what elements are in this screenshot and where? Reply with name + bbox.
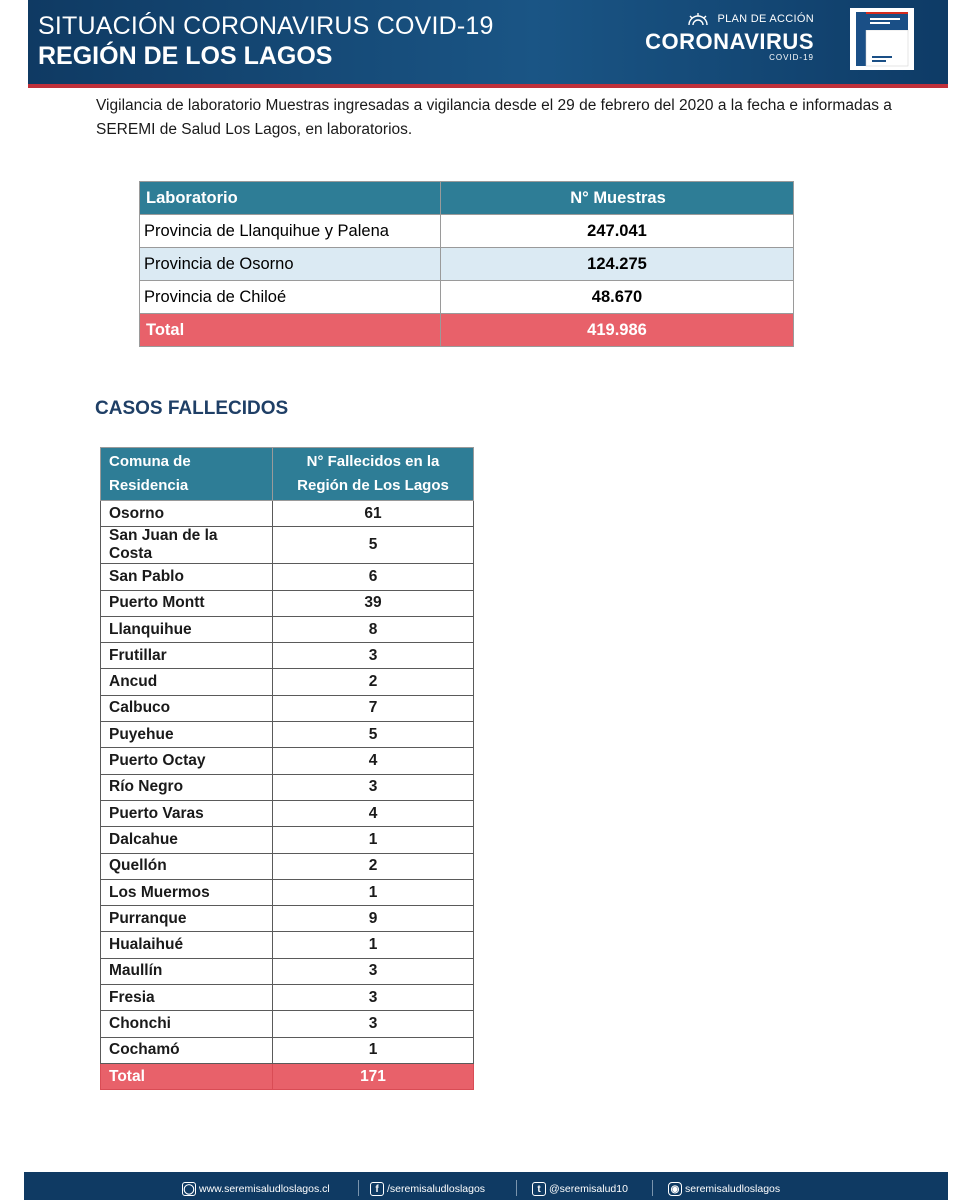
row-label: Los Muermos [101,879,273,905]
row-label: Provincia de Chiloé [140,281,441,314]
table-row [101,800,474,826]
header-title-line1: SITUACIÓN CORONAVIRUS COVID-19 [38,12,494,40]
plan-label: PLAN DE ACCIÓN [717,12,814,25]
header-title-line2: REGIÓN DE LOS LAGOS [38,42,333,70]
facebook-icon: f [370,1182,384,1196]
row-label: Provincia de Osorno [140,248,441,281]
row-value: 6 [273,564,474,590]
col-header-fallecidos-line2: Región de Los Lagos [297,477,449,494]
row-label: Calbuco [101,695,273,721]
table-row [101,958,474,984]
plan-de-accion-logo [634,10,814,62]
table-row [101,932,474,958]
table-row [140,281,794,314]
row-label: Hualaihué [101,932,273,958]
row-label: Osorno [101,501,273,527]
row-label: Chonchi [101,1011,273,1037]
plan-sunburst-icon [685,12,711,26]
row-label: Provincia de Llanquihue y Palena [140,215,441,248]
row-value: 4 [273,800,474,826]
table-row [101,501,474,527]
footer-instagram-text: seremisaludloslagos [685,1182,781,1195]
row-label: Maullín [101,958,273,984]
footer-twitter-text: @seremisalud10 [549,1182,628,1195]
brand-coronavirus: CORONAVIRUS [645,29,814,54]
row-label: Puerto Montt [101,590,273,616]
deaths-table-body [101,501,474,1090]
row-value: 124.275 [441,248,794,281]
footer-facebook-text: /seremisaludloslagos [387,1182,486,1195]
row-value: 3 [273,774,474,800]
row-label: Río Negro [101,774,273,800]
brand-covid-sub: COVID-19 [769,53,814,62]
row-label: Frutillar [101,643,273,669]
table-row [101,879,474,905]
row-value: 61 [273,501,474,527]
row-value: 3 [273,958,474,984]
footer-divider [652,1180,653,1196]
total-row [140,314,794,347]
row-value: 1 [273,879,474,905]
footer-website[interactable] [182,1182,330,1196]
row-label: Cochamó [101,1037,273,1063]
web-icon: ◯ [183,1184,195,1195]
row-label: Quellón [101,853,273,879]
row-value: 1 [273,1037,474,1063]
table-header-row [101,448,474,501]
lab-samples-table [139,181,794,347]
row-label: Dalcahue [101,827,273,853]
row-label: Llanquihue [101,616,273,642]
col-header-laboratorio: Laboratorio [140,182,441,215]
table-row [101,590,474,616]
row-label: Fresia [101,985,273,1011]
footer-instagram[interactable] [668,1182,780,1196]
row-value: 1 [273,932,474,958]
table-row [101,1011,474,1037]
total-value: 419.986 [441,314,794,347]
intro-text: Vigilancia de laboratorio Muestras ingresadas a vigilancia desde el 29 de febrero del 2020 a la fecha e informadas a SEREMI de Salud Los Lagos, en laboratorios. [96,97,892,138]
table-row [101,669,474,695]
footer-twitter[interactable] [532,1182,628,1196]
col-header-fallecidos [273,448,474,501]
row-value: 9 [273,906,474,932]
table-row [101,527,474,564]
table-row [101,748,474,774]
table-row [101,616,474,642]
row-value: 5 [273,527,474,564]
deaths-table [100,447,474,1090]
table-row [101,643,474,669]
row-label: San Pablo [101,564,273,590]
header-accent-bar [28,84,948,88]
row-label: Puerto Varas [101,800,273,826]
row-label: Puyehue [101,722,273,748]
total-value: 171 [273,1063,474,1089]
footer-divider [358,1180,359,1196]
row-value: 247.041 [441,215,794,248]
page-footer [24,1172,948,1200]
row-value: 8 [273,616,474,642]
row-label: Puerto Octay [101,748,273,774]
footer-website-text: www.seremisaludloslagos.cl [199,1182,330,1195]
table-row [101,695,474,721]
row-label: Purranque [101,906,273,932]
col-header-comuna-line1: Comuna de [109,453,191,470]
col-header-fallecidos-line1: N° Fallecidos en la [306,453,440,470]
col-header-muestras: N° Muestras [441,182,794,215]
row-value: 5 [273,722,474,748]
table-row [140,215,794,248]
row-value: 1 [273,827,474,853]
table-row [101,722,474,748]
row-value: 4 [273,748,474,774]
deaths-section-title: CASOS FALLECIDOS [95,398,289,419]
instagram-icon: ◉ [668,1182,682,1196]
table-row [101,827,474,853]
twitter-icon: t [532,1182,546,1196]
table-row [101,853,474,879]
row-value: 7 [273,695,474,721]
table-header-row [140,182,794,215]
total-label: Total [101,1063,273,1089]
row-value: 48.670 [441,281,794,314]
row-label: Ancud [101,669,273,695]
footer-facebook[interactable] [370,1182,485,1196]
col-header-comuna-line2: Residencia [109,477,189,494]
table-row [101,985,474,1011]
table-row [101,774,474,800]
table-row [140,248,794,281]
table-row [101,906,474,932]
table-row [101,1037,474,1063]
row-value: 39 [273,590,474,616]
row-value: 2 [273,853,474,879]
total-label: Total [140,314,441,347]
col-header-comuna [101,448,273,501]
table-row [101,564,474,590]
row-label: San Juan de la Costa [101,527,273,564]
row-value: 3 [273,985,474,1011]
row-value: 3 [273,643,474,669]
row-value: 2 [273,669,474,695]
gobierno-emblem-icon [850,8,914,70]
footer-divider [516,1180,517,1196]
total-row [101,1063,474,1089]
row-value: 3 [273,1011,474,1037]
